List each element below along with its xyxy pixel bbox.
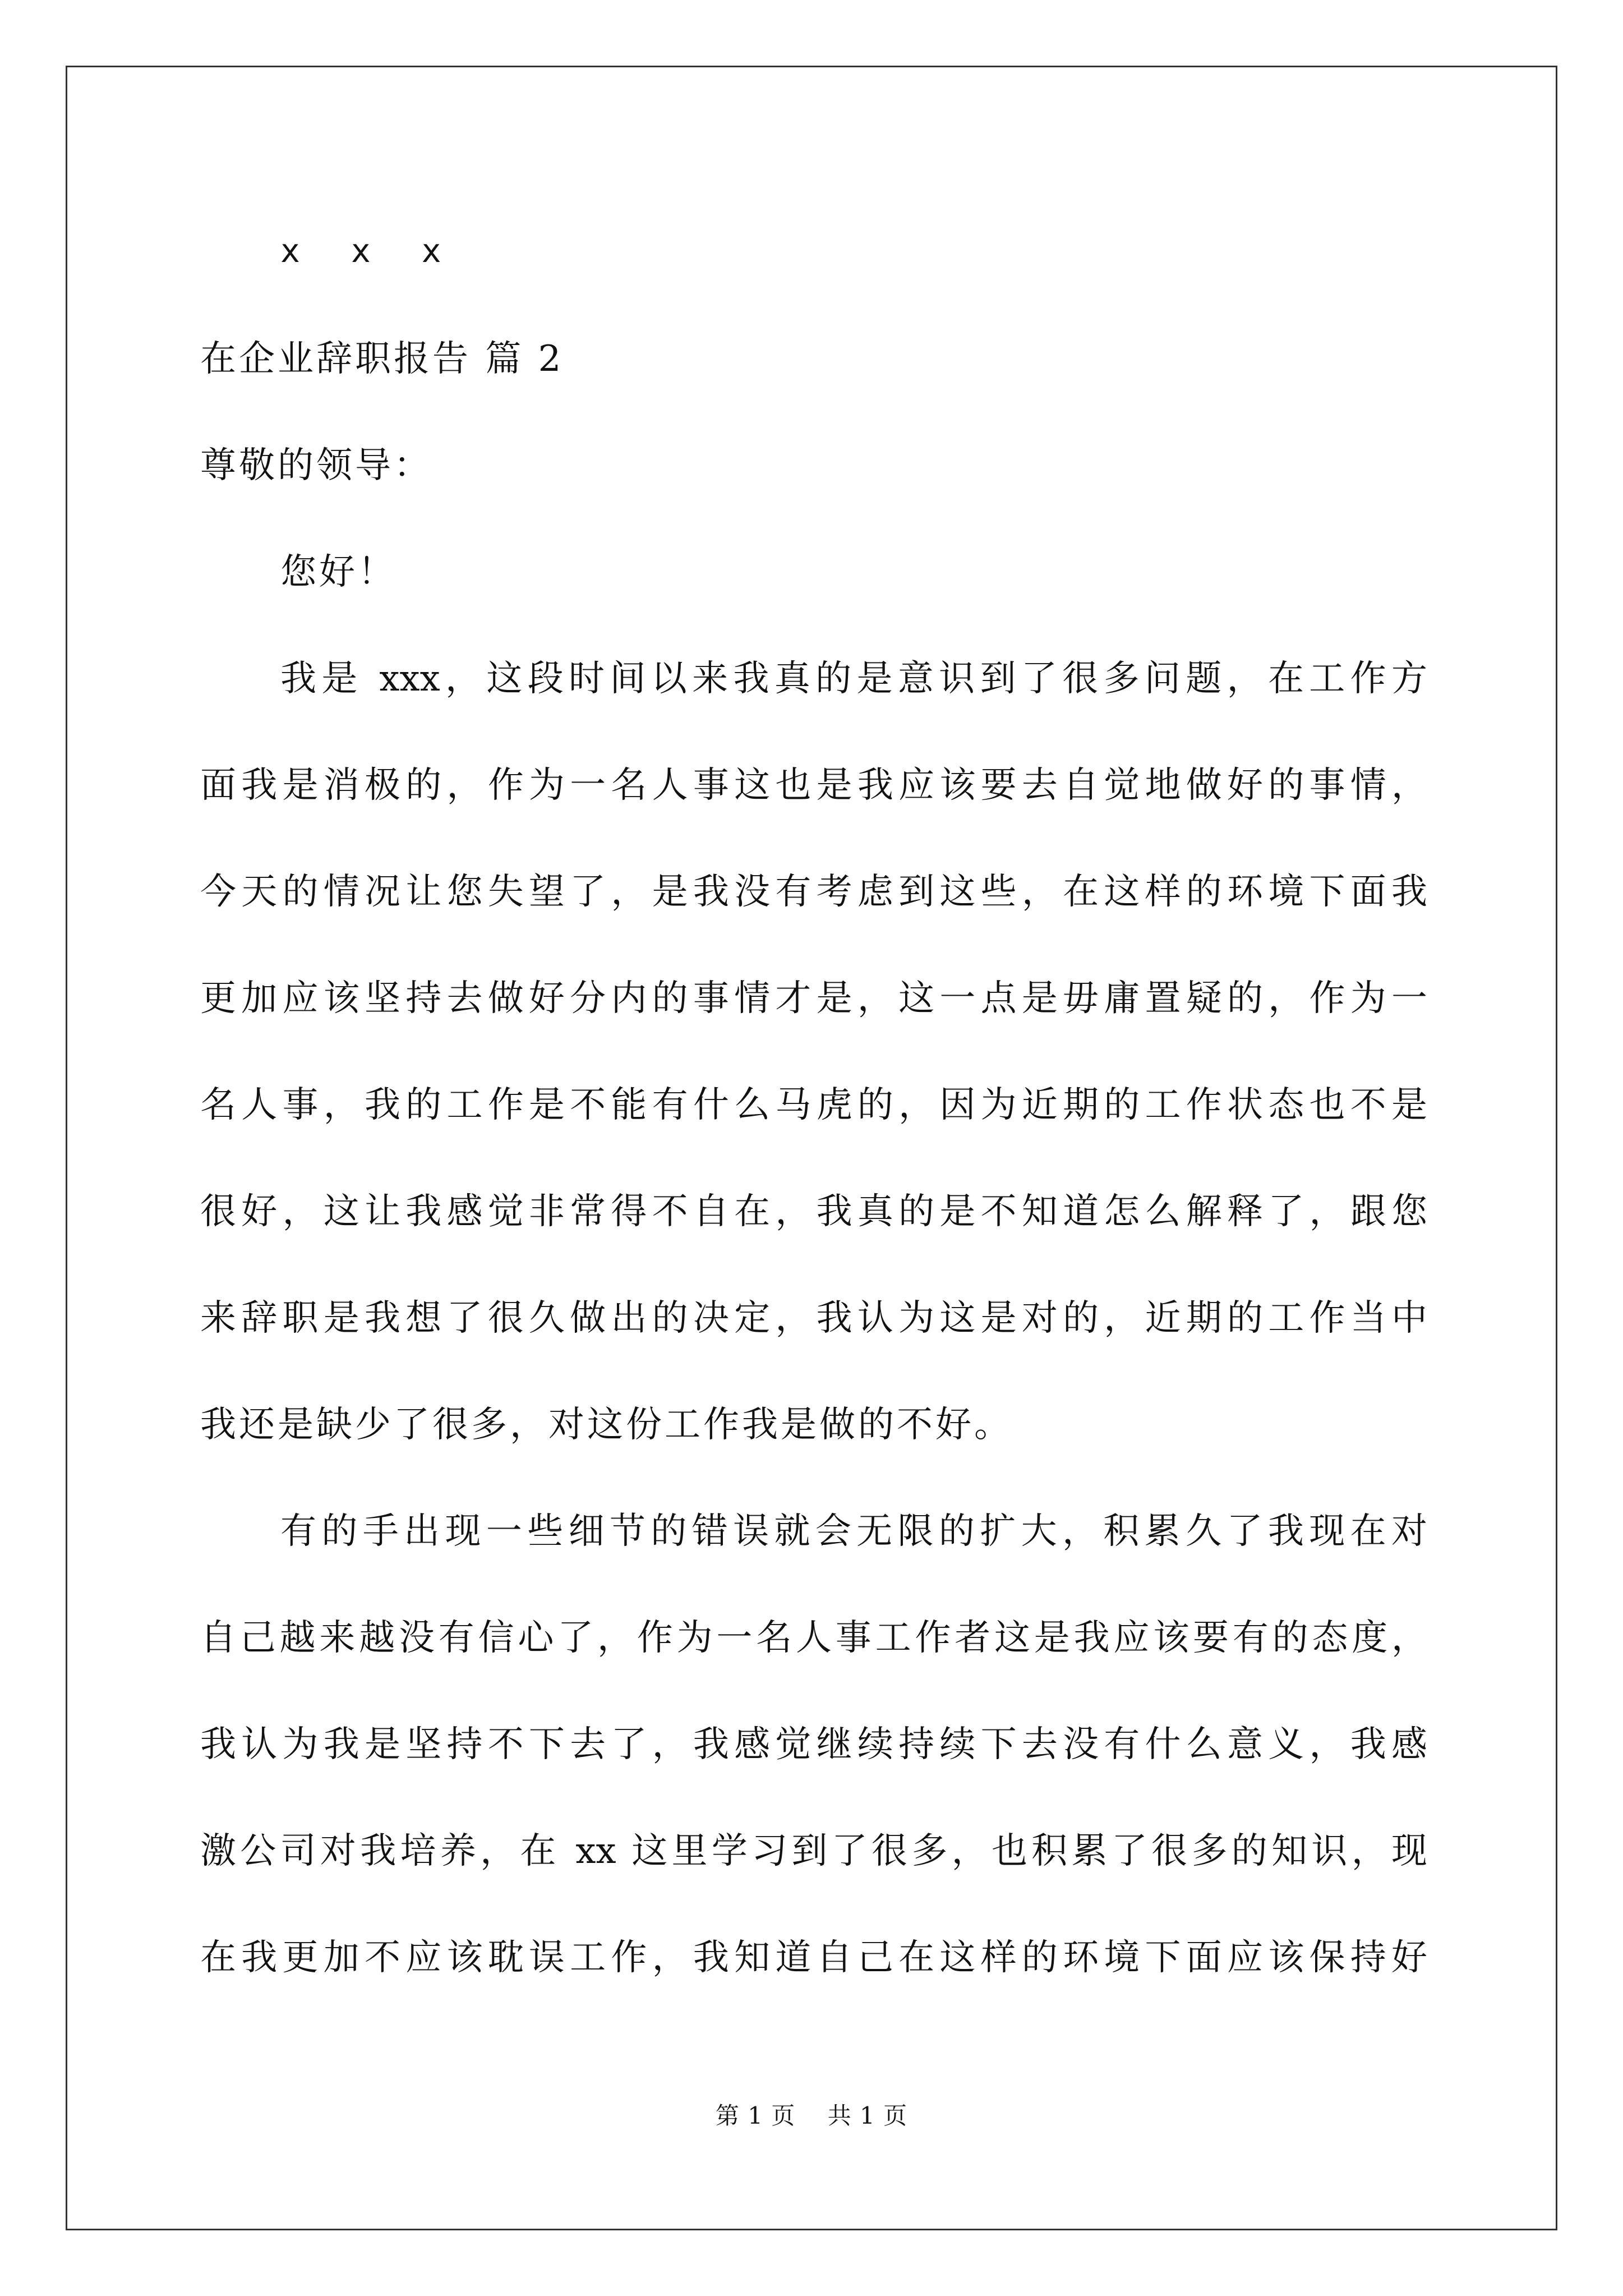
paragraph-2-line-4: 激公司对我培养，在 xx 这里学习到了很多，也积累了很多的知识，现 <box>200 1830 1427 1872</box>
signature: x x x <box>280 232 457 270</box>
page-border <box>66 66 1557 2230</box>
paragraph-1-line-7: 来辞职是我想了很久做出的决定，我认为这是对的，近期的工作当中 <box>200 1297 1427 1339</box>
paragraph-1-line-5: 名人事，我的工作是不能有什么马虎的，因为近期的工作状态也不是 <box>200 1084 1427 1126</box>
paragraph-1-line-3: 今天的情况让您失望了，是我没有考虑到这些，在这样的环境下面我 <box>200 871 1427 913</box>
paragraph-1-line-1: 我是 xxx，这段时间以来我真的是意识到了很多问题，在工作方 <box>280 658 1427 700</box>
greeting: 您好！ <box>280 551 396 593</box>
page-footer: 第 1 页 共 1 页 <box>715 2102 908 2129</box>
paragraph-2-line-5: 在我更加不应该耽误工作，我知道自己在这样的环境下面应该保持好 <box>200 1937 1427 1978</box>
paragraph-1-line-4: 更加应该坚持去做好分内的事情才是，这一点是毋庸置疑的，作为一 <box>200 978 1427 1019</box>
paragraph-2-line-2: 自己越来越没有信心了，作为一名人事工作者这是我应该要有的态度， <box>200 1617 1427 1659</box>
paragraph-1-line-2: 面我是消极的，作为一名人事这也是我应该要去自觉地做好的事情， <box>200 765 1427 806</box>
paragraph-2-line-3: 我认为我是坚持不下去了，我感觉继续持续下去没有什么意义，我感 <box>200 1724 1427 1765</box>
paragraph-1-line-8: 我还是缺少了很多，对这份工作我是做的不好。 <box>200 1404 1013 1446</box>
salutation: 尊敬的领导： <box>200 445 432 486</box>
paragraph-1-line-6: 很好，这让我感觉非常得不自在，我真的是不知道怎么解释了，跟您 <box>200 1191 1427 1232</box>
document-title: 在企业辞职报告 篇 2 <box>200 338 564 380</box>
paragraph-2-line-1: 有的手出现一些细节的错误就会无限的扩大，积累久了我现在对 <box>280 1511 1427 1552</box>
